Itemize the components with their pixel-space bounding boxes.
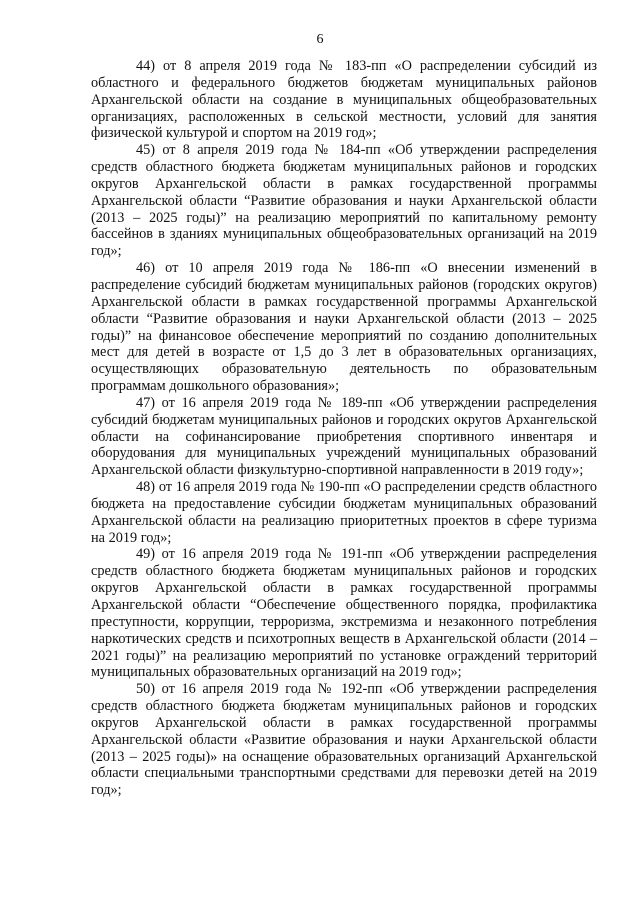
page-number: 6 bbox=[316, 32, 324, 47]
list-item-46: 46) от 10 апреля 2019 года № 186-пп «О внесении изменений в распределение субсидий бюджетам муниципальных районов (городских округов) Архангельской области в рамках государственной программы Архангельской области “Развитие образования и науки Архангельской области (2013 – 2025 годы)” на финансовое обеспечение мероприятий по созданию дополнительных мест для детей в возрасте от 1,5 до 3 лет в образовательных организациях, осуществляющих образовательную деятельность по образовательным программам дошкольного образования»; bbox=[91, 260, 597, 395]
list-item-50: 50) от 16 апреля 2019 года № 192-пп «Об утверждении распределения средств областного бюджета бюджетам муниципальных районов и городских округов Архангельской области в рамках государственной программы Архангельской области «Развитие образования и науки Архангельской области (2013 – 2025 годы)» на оснащение образовательных организаций Архангельской области специальными транспортными средствами для перевозки детей на 2019 год»; bbox=[91, 681, 597, 799]
list-item-49: 49) от 16 апреля 2019 года № 191-пп «Об утверждении распределения средств областного бюджета бюджетам муниципальных районов и городских округов Архангельской области в рамках государственной программы Архангельской области “Обеспечение общественного порядка, профилактика преступности, коррупции, терроризма, экстремизма и незаконного потребления наркотических средств и психотропных веществ в Архангельской области (2014 – 2021 годы)” на реализацию мероприятий по установке ограждений территорий муниципальных образовательных организаций на 2019 год»; bbox=[91, 546, 597, 681]
document-body bbox=[91, 58, 597, 799]
list-item-45: 45) от 8 апреля 2019 года № 184-пп «Об утверждении распределения средств областного бюджета бюджетам муниципальных районов и городских округов Архангельской области в рамках государственной программы Архангельской области “Развитие образования и науки Архангельской области (2013 – 2025 годы)” на реализацию мероприятий по капитальному ремонту бассейнов в зданиях муниципальных общеобразовательных организаций на 2019 год»; bbox=[91, 142, 597, 260]
list-item-48: 48) от 16 апреля 2019 года № 190-пп «О распределении средств областного бюджета на предоставление субсидии бюджетам муниципальных образований Архангельской области на реализацию приоритетных проектов в сфере туризма на 2019 год»; bbox=[91, 479, 597, 546]
list-item-44: 44) от 8 апреля 2019 года № 183-пп «О распределении субсидий из областного и федерального бюджетов бюджетам муниципальных районов Архангельской области на создание в муниципальных общеобразовательных организациях, расположенных в сельской местности, условий для занятия физической культурой и спортом на 2019 год»; bbox=[91, 58, 597, 142]
list-item-47: 47) от 16 апреля 2019 года № 189-пп «Об утверждении распределения субсидий бюджетам муниципальных районов и городских округов Архангельской области на софинансирование приобретения спортивного инвентаря и оборудования для муниципальных учреждений муниципальных образований Архангельской области физкультурно-спортивной направленности в 2019 году»; bbox=[91, 394, 597, 479]
